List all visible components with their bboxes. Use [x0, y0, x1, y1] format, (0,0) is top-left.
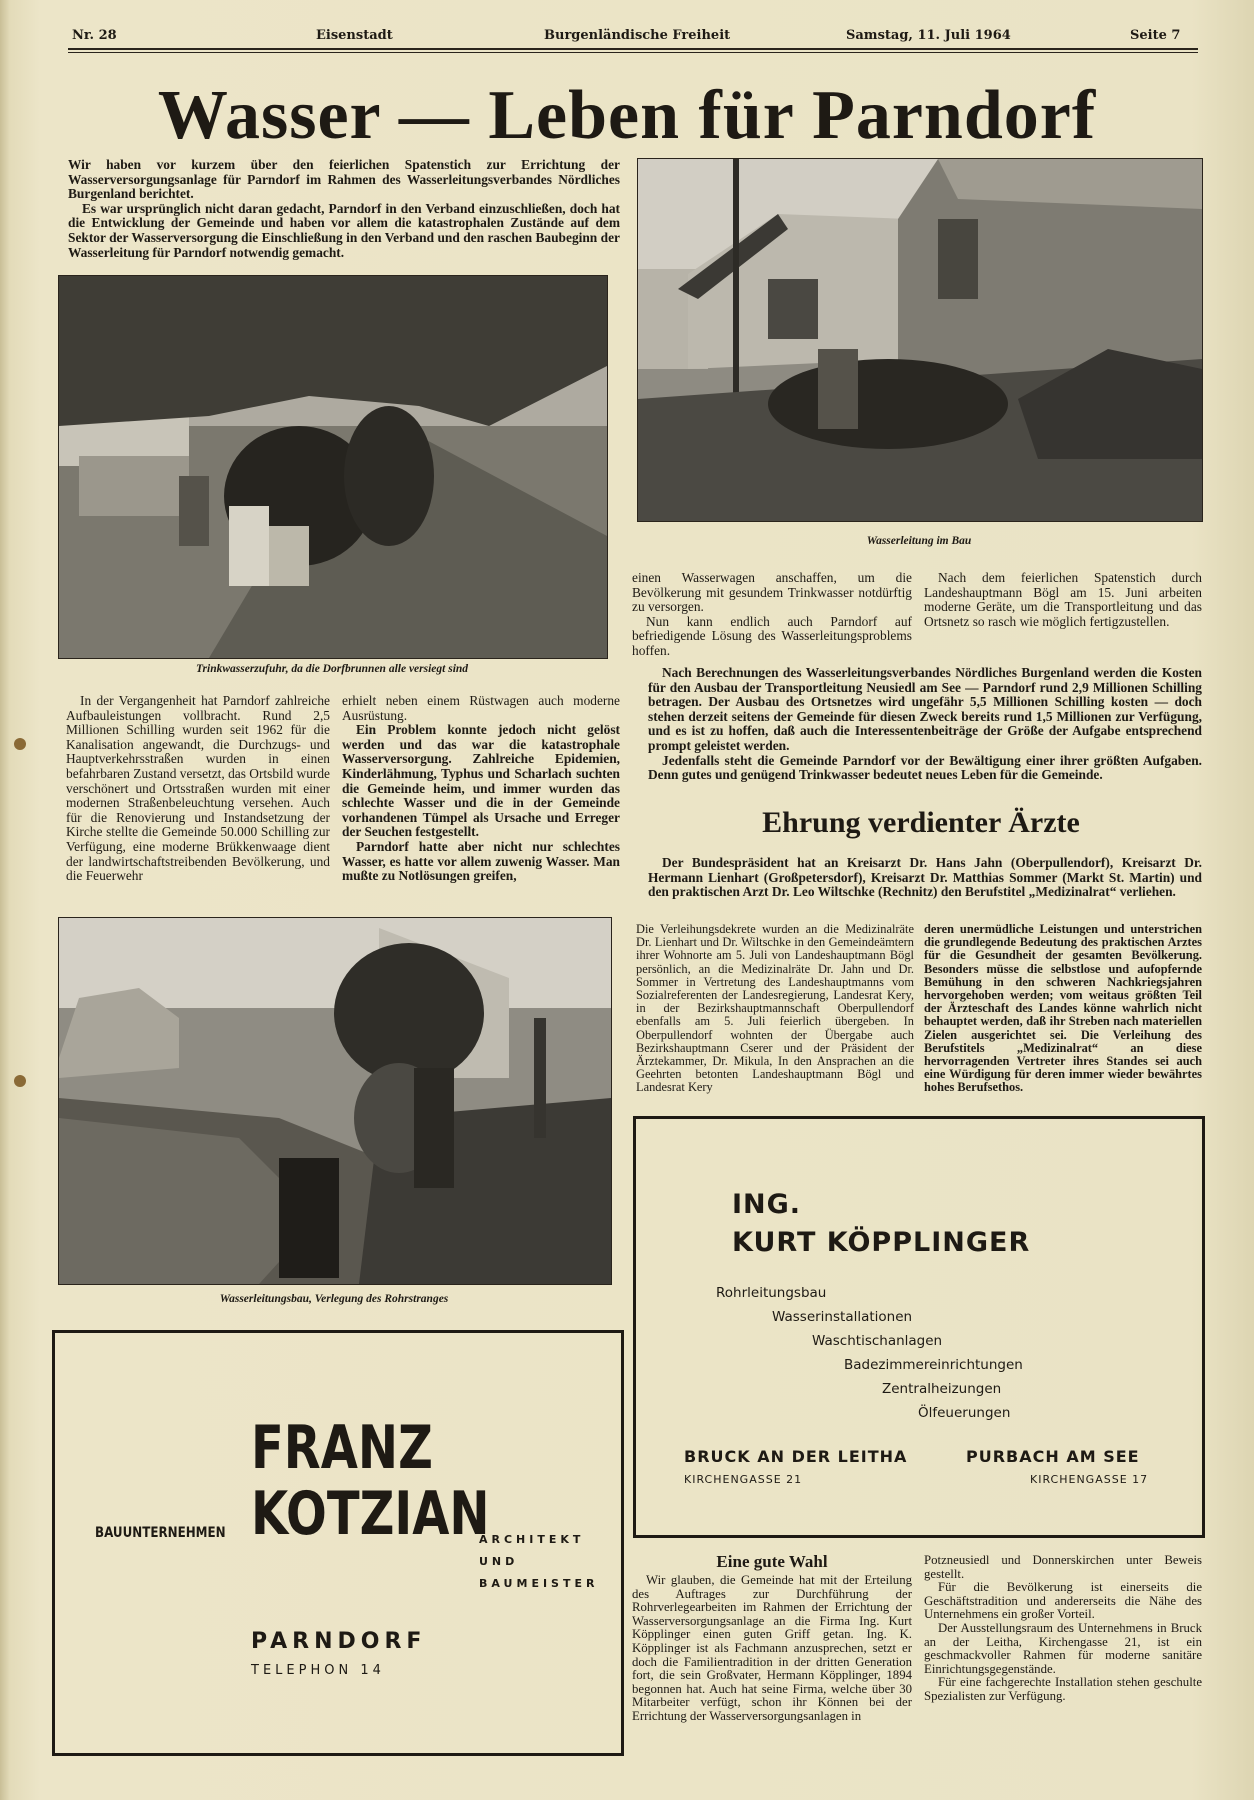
ad-location-1: BRUCK AN DER LEITHA — [684, 1447, 908, 1466]
ad-kotzian — [52, 1330, 624, 1756]
caption-pipeline-construction: Wasserleitung im Bau — [866, 535, 972, 547]
ad-koepplinger-title-2: KURT KÖPPLINGER — [732, 1227, 1031, 1258]
ad-kotzian-name-1: FRANZ — [251, 1413, 433, 1483]
article-column-2 — [342, 694, 620, 884]
article-column-3 — [632, 571, 912, 659]
wahl-text: Der Ausstellungsraum des Unternehmens in Bruck an der Leitha, Kirchengasse 21, ist ein geschmackvoller Rahmen für moderne sanitäre Einrichtungsgegenstände. — [924, 1620, 1202, 1676]
article-wide-column — [648, 666, 1202, 783]
wahl-text: Wir glauben, die Gemeinde hat mit der Erteilung des Auftrages zur Durchführung der Rohrverlegearbeiten im Rahmen der Errichtung der Wasserversorgungsanlage an die Firma Ing. Kurt Köpplinger einen guten Griff getan. Ing. K. Köpplinger ist als Fachmann anzusprechen, setzt er doch die Familientradition in der dritten Generation fort, die sein Großvater, Hermann Köpplinger, 1894 begonnen hat. Auch hat seine Firma, welche über 30 Mitarbeiter verfügt, schon ihr Können bei der Errichtung der Wasserversorgungsanlagen in — [632, 1573, 912, 1723]
ad-service: Rohrleitungsbau — [716, 1285, 827, 1301]
article-text: Nach Berechnungen des Wasserleitungsverbandes Nördliches Burgenland werden die Kosten für den Ausbau der Transportleitung Neusiedl am See — Parndorf rund 2,9 Millionen Schilling betragen. Der Ausbau des Ortsnetzes wird ungefähr 5,5 Millionen Schilling kosten — doch stehen derzeit seitens der Gemeinde für diesen Zweck bereits rund 1,5 Millionen zur Verfügung, und es ist zu hoffen, daß auch die Interessentenbeiträge der Größe der Aufgabe entsprechend prompt geleistet werden. — [648, 665, 1202, 753]
place: Eisenstadt — [316, 28, 393, 43]
article-text: Parndorf hatte aber nicht nur schlechtes Wasser, es hatte vor allem zuwenig Wasser. Man mußte zu Notlösungen greifen, — [342, 838, 620, 884]
wahl-column-2 — [924, 1554, 1202, 1704]
ad-location-2: PURBACH AM SEE — [966, 1447, 1140, 1466]
aerzte-lead — [648, 856, 1202, 900]
ad-service: Waschtischanlagen — [812, 1333, 943, 1349]
ad-kotzian-phone: TELEPHON 14 — [251, 1663, 385, 1678]
lead-text-1: Wir haben vor kurzem über den feierlichen Spatenstich zur Errichtung der Wasserversorgungsanlage für Parndorf im Rahmen des Wasserleitungsverbandes Nördliches Burgenland berichtet. — [68, 157, 620, 202]
aerzte-lead-text: Der Bundespräsident hat an Kreisarzt Dr. Hans Jahn (Oberpullendorf), Kreisarzt Dr. Hermann Lienhart (Großpetersdorf), Kreisarzt Dr. Matthias Sommer (Markt St. Martin) und den praktischen Arzt Dr. Leo Wiltschke (Rechnitz) den Berufstitel „Medizinalrat“ verliehen. — [648, 855, 1202, 900]
article-text: In der Vergangenheit hat Parndorf zahlreiche Aufbauleistungen vollbracht. Rund 2,5 Millionen Schilling wurden seit 1962 für die Kanalisation angewandt, die Durchzugs- und Hauptverkehrsstraßen wurden in einen befahrbaren Zustand versetzt, das Ortsbild wurde verschönert und Ortsstraßen wurden mit einer modernen Straßenbeleuchtung versehen. Auch für die Renovierung und Instandsetzung der Kirche stellte die Gemeinde 50.000 Schilling zur Verfügung, eine moderne Brükkenwaage dient der landwirtschaftstreibenden Bevölkerung, und die Feuerwehr — [66, 693, 331, 884]
aerzte-headline: Ehrung verdienter Ärzte — [762, 806, 1080, 839]
ad-kotzian-suffix: ARCHITEKT — [479, 1533, 585, 1546]
binding-hole — [14, 1075, 26, 1087]
aerzte-text: deren unermüdliche Leistungen und unterstrichen die grundlegende Bedeutung des praktischen Arztes für die Gesundheit der gesamten Bevölkerung. Besonders müsse die selbstlose und aufopfernde Bemühung in den schweren Nachkriegsjahren hervorgehoben werden; vom weitaus größten Teil der Ärzteschaft des Landes könne wahrlich nicht behauptet werden, daß ihr Streben nach materiellen Zielen ausgerichtet sei. Die Verleihung des Berufstitels „Medizinalrat“ an diese hervorragenden Vertreter ihres Standes sei auch eine Würdigung für deren immer wieder bewährtes hohes Berufsethos. — [924, 922, 1202, 1095]
paper-name: Burgenländische Freiheit — [544, 28, 731, 43]
aerzte-text: Die Verleihungsdekrete wurden an die Medizinalräte Dr. Lienhart und Dr. Wiltschke in den Gemeindeämtern ihrer Wohnorte am 5. Juli von Landeshauptmann Bögl persönlich, an die Medizinalräte Dr. Jahn und Dr. Sommer in Vertretung des Landeshauptmanns vom Sozialreferenten der Landesregierung, Landesrat Kery, in der Bezirkshauptmannschaft Oberpullendorf ebenfalls am 5. Juli feierlich übergeben. In Oberpullendorf wohnten der Übergabe auch Bezirkshauptmann Cserer und der Präsident der Ärztekammer, Dr. Mikula, In den Ansprachen an die Geehrten betonten Landeshauptmann Bögl und Landesrat Kery — [636, 922, 914, 1095]
ad-koepplinger-title-1: ING. — [732, 1189, 802, 1220]
article-column-1 — [66, 694, 330, 884]
article-text: Nach dem feierlichen Spatenstich durch Landeshauptmann Bögl am 15. Juni arbeiten moderne Geräte, um die Transportleitung und das Ortsnetz so rasch wie möglich fertigzustellen. — [924, 570, 1202, 629]
article-column-4 — [924, 571, 1202, 629]
ad-kotzian-town: PARNDORF — [251, 1629, 427, 1654]
ad-kotzian-suffix: UND — [479, 1555, 519, 1568]
ad-koepplinger — [633, 1116, 1205, 1538]
ad-service: Ölfeuerungen — [918, 1405, 1011, 1421]
header-rule — [68, 52, 1198, 53]
page-header — [70, 28, 1196, 48]
issue-date: Samstag, 11. Juli 1964 — [846, 28, 1011, 43]
caption-pipe-laying: Wasserleitungsbau, Verlegung des Rohrstranges — [219, 1293, 449, 1305]
photo-pipe-laying — [58, 917, 612, 1285]
wahl-column-1 — [632, 1574, 912, 1724]
ad-kotzian-suffix: BAUMEISTER — [479, 1577, 599, 1590]
ad-kotzian-name-2: KOTZIAN — [251, 1479, 490, 1549]
article-text: Jedenfalls steht die Gemeinde Parndorf vor der Bewältigung einer ihrer größten Aufgaben. Denn gutes und genügend Trinkwasser bedeutet neues Leben für die Gemeinde. — [648, 752, 1202, 783]
article-text: einen Wasserwagen anschaffen, um die Bevölkerung mit gesundem Trinkwasser notdürftig zu versorgen. — [632, 570, 912, 615]
ad-service: Badezimmereinrichtungen — [844, 1357, 1023, 1373]
ad-kotzian-prefix: BAUUNTERNEHMEN — [95, 1525, 226, 1541]
wahl-text: Für eine fachgerechte Installation stehen geschulte Spezialisten zur Verfügung. — [924, 1675, 1202, 1703]
photo-water-carriers — [58, 275, 608, 659]
article-text: erhielt neben einem Rüstwagen auch moderne Ausrüstung. — [342, 693, 620, 723]
lead-paragraph — [68, 158, 620, 260]
headline: Wasser — Leben für Parndorf — [157, 77, 1097, 154]
page-number: Seite 7 — [1130, 28, 1181, 43]
caption-water-carriers: Trinkwasserzufuhr, da die Dorfbrunnen alle versiegt sind — [195, 663, 469, 675]
aerzte-column-2 — [924, 923, 1202, 1095]
article-text: Ein Problem konnte jedoch nicht gelöst werden und das war die katastrophale Wasserversorgung. Zahlreiche Epidemien, Kinderlähmung, Typhus und Scharlach suchten die Gemeinde heim, und immer wurden das schlechte Wasser und die in der Gemeinde vorhandenen Tümpel als Ursache und Erreger der Seuchen festgestellt. — [342, 722, 620, 840]
wahl-text: Potzneusiedl und Donnerskirchen unter Beweis gestellt. — [924, 1553, 1202, 1581]
ad-service: Wasserinstallationen — [772, 1309, 913, 1325]
ad-service: Zentralheizungen — [882, 1381, 1002, 1397]
ad-address-2: KIRCHENGASSE 17 — [1030, 1473, 1149, 1486]
ad-address-1: KIRCHENGASSE 21 — [684, 1473, 803, 1486]
binding-hole — [14, 738, 26, 750]
photo-pipeline-construction — [637, 158, 1203, 522]
wahl-headline: Eine gute Wahl — [716, 1552, 828, 1571]
aerzte-column-1 — [636, 923, 914, 1095]
wahl-text: Für die Bevölkerung ist einerseits die Geschäftstradition und andererseits die Nähe des Unternehmens ein großer Vorteil. — [924, 1580, 1202, 1622]
article-text: Nun kann endlich auch Parndorf auf befriedigende Lösung des Wasserleitungsproblems hoffen. — [632, 613, 912, 658]
lead-text-2: Es war ursprünglich nicht daran gedacht, Parndorf in den Verband einzuschließen, doch hat die Entwicklung der Gemeinde und haben vor allem die katastrophalen Zustände auf dem Sektor der Wasserversorgung die Einschließung in den Verband und den raschen Baubeginn der Wasserleitung für Parndorf notwendig gemacht. — [68, 200, 620, 260]
header-rule — [68, 48, 1198, 50]
issue-number: Nr. 28 — [72, 28, 117, 43]
